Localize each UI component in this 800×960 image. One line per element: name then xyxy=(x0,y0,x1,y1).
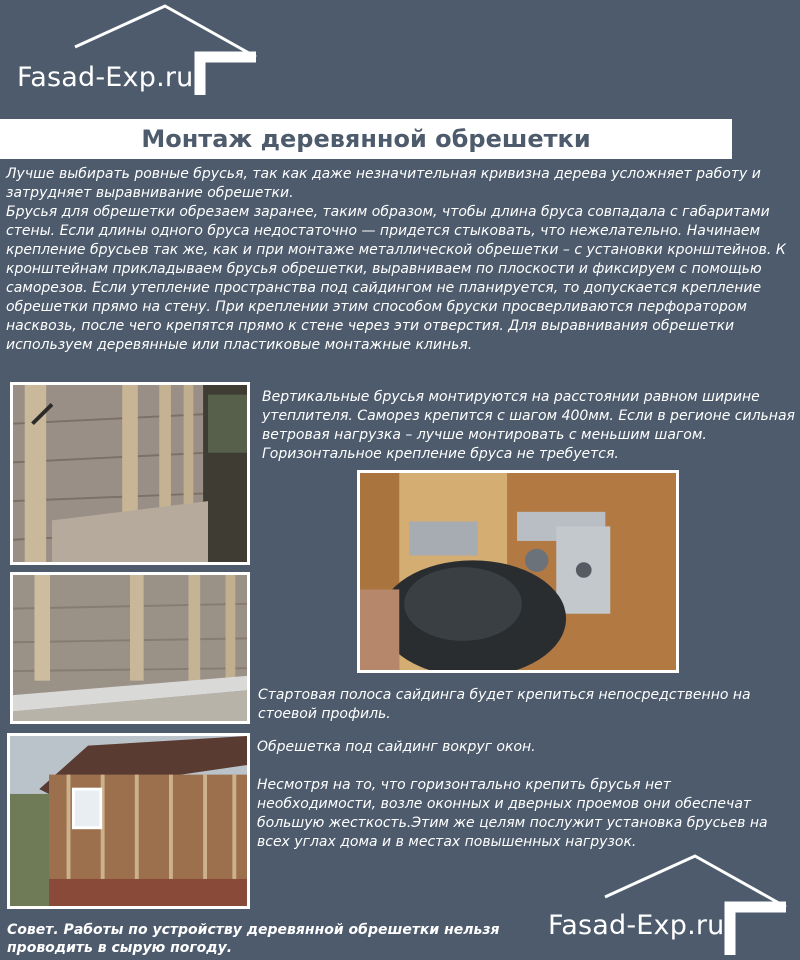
intro-paragraph-2: Брусья для обрешетки обрезаем заранее, таким образом, чтобы длина бруса совпадала с габаритами стены. Если длины одного бруса недостаточно — придется стыковать, что нежелательно. Начинаем крепление брусьев так же, как и при монтаже металлической обрешетки – с установки кронштейнов. К кронштейнам прикладываем брусья обрешетки, выравниваем по плоскости и фиксируем с помощью саморезов. Если утепление пространства под сайдингом не планируется, то допускается крепление обрешетки прямо на стену. При креплении этим способом бруски просверливаются перфоратором насквозь, после чего крепятся прямо к стене через эти отверстия. Для выравнивания обрешетки используем деревянные или пластиковые монтажные клинья. xyxy=(6,204,786,353)
caption-vertical-battens: Вертикальные брусья монтируются на расстоянии равном ширине утеплителя. Саморез крепится с шагом 400мм. Если в регионе сильная ветровая нагрузка – лучше монтировать с меньшим шагом. Горизонтальное крепление бруса не требуется. xyxy=(262,389,795,462)
house-roof-icon xyxy=(540,850,800,960)
tip-text: Совет. Работы по устройству деревянной обрешетки нельзя проводить в сырую погоду. xyxy=(7,922,500,956)
photo-bracket-drill xyxy=(357,470,679,673)
house-roof-icon xyxy=(0,0,270,110)
photo-start-strip xyxy=(10,572,250,724)
caption-horizontal-battens: Несмотря на то, что горизонтально крепить брусья нет необходимости, возле оконных и дверных проемов они обеспечат большую жесткость.Этим же целям послужит установка брусьев на всех углах дома и в местах повышенных нагрузок. xyxy=(257,777,768,850)
intro-paragraph-1: Лучше выбирать ровные брусья, так как даже незначительная кривизна дерева усложняет работу и затрудняет выравнивание обрешетки. xyxy=(6,166,761,201)
footer-logo xyxy=(540,850,800,960)
logo-text: Fasad-Exp.ru xyxy=(17,62,194,93)
caption-start-strip: Стартовая полоса сайдинга будет крепиться непосредственно на стоевой профиль. xyxy=(258,687,751,722)
page-title: Монтаж деревянной обрешетки xyxy=(0,119,732,159)
logo-text: Fasad-Exp.ru xyxy=(548,910,725,941)
photo-vertical-battens xyxy=(10,382,250,565)
header-logo xyxy=(0,0,270,110)
photo-windows-battens xyxy=(7,733,250,909)
caption-windows: Обрешетка под сайдинг вокруг окон. xyxy=(257,739,536,755)
intro-text xyxy=(6,165,796,355)
